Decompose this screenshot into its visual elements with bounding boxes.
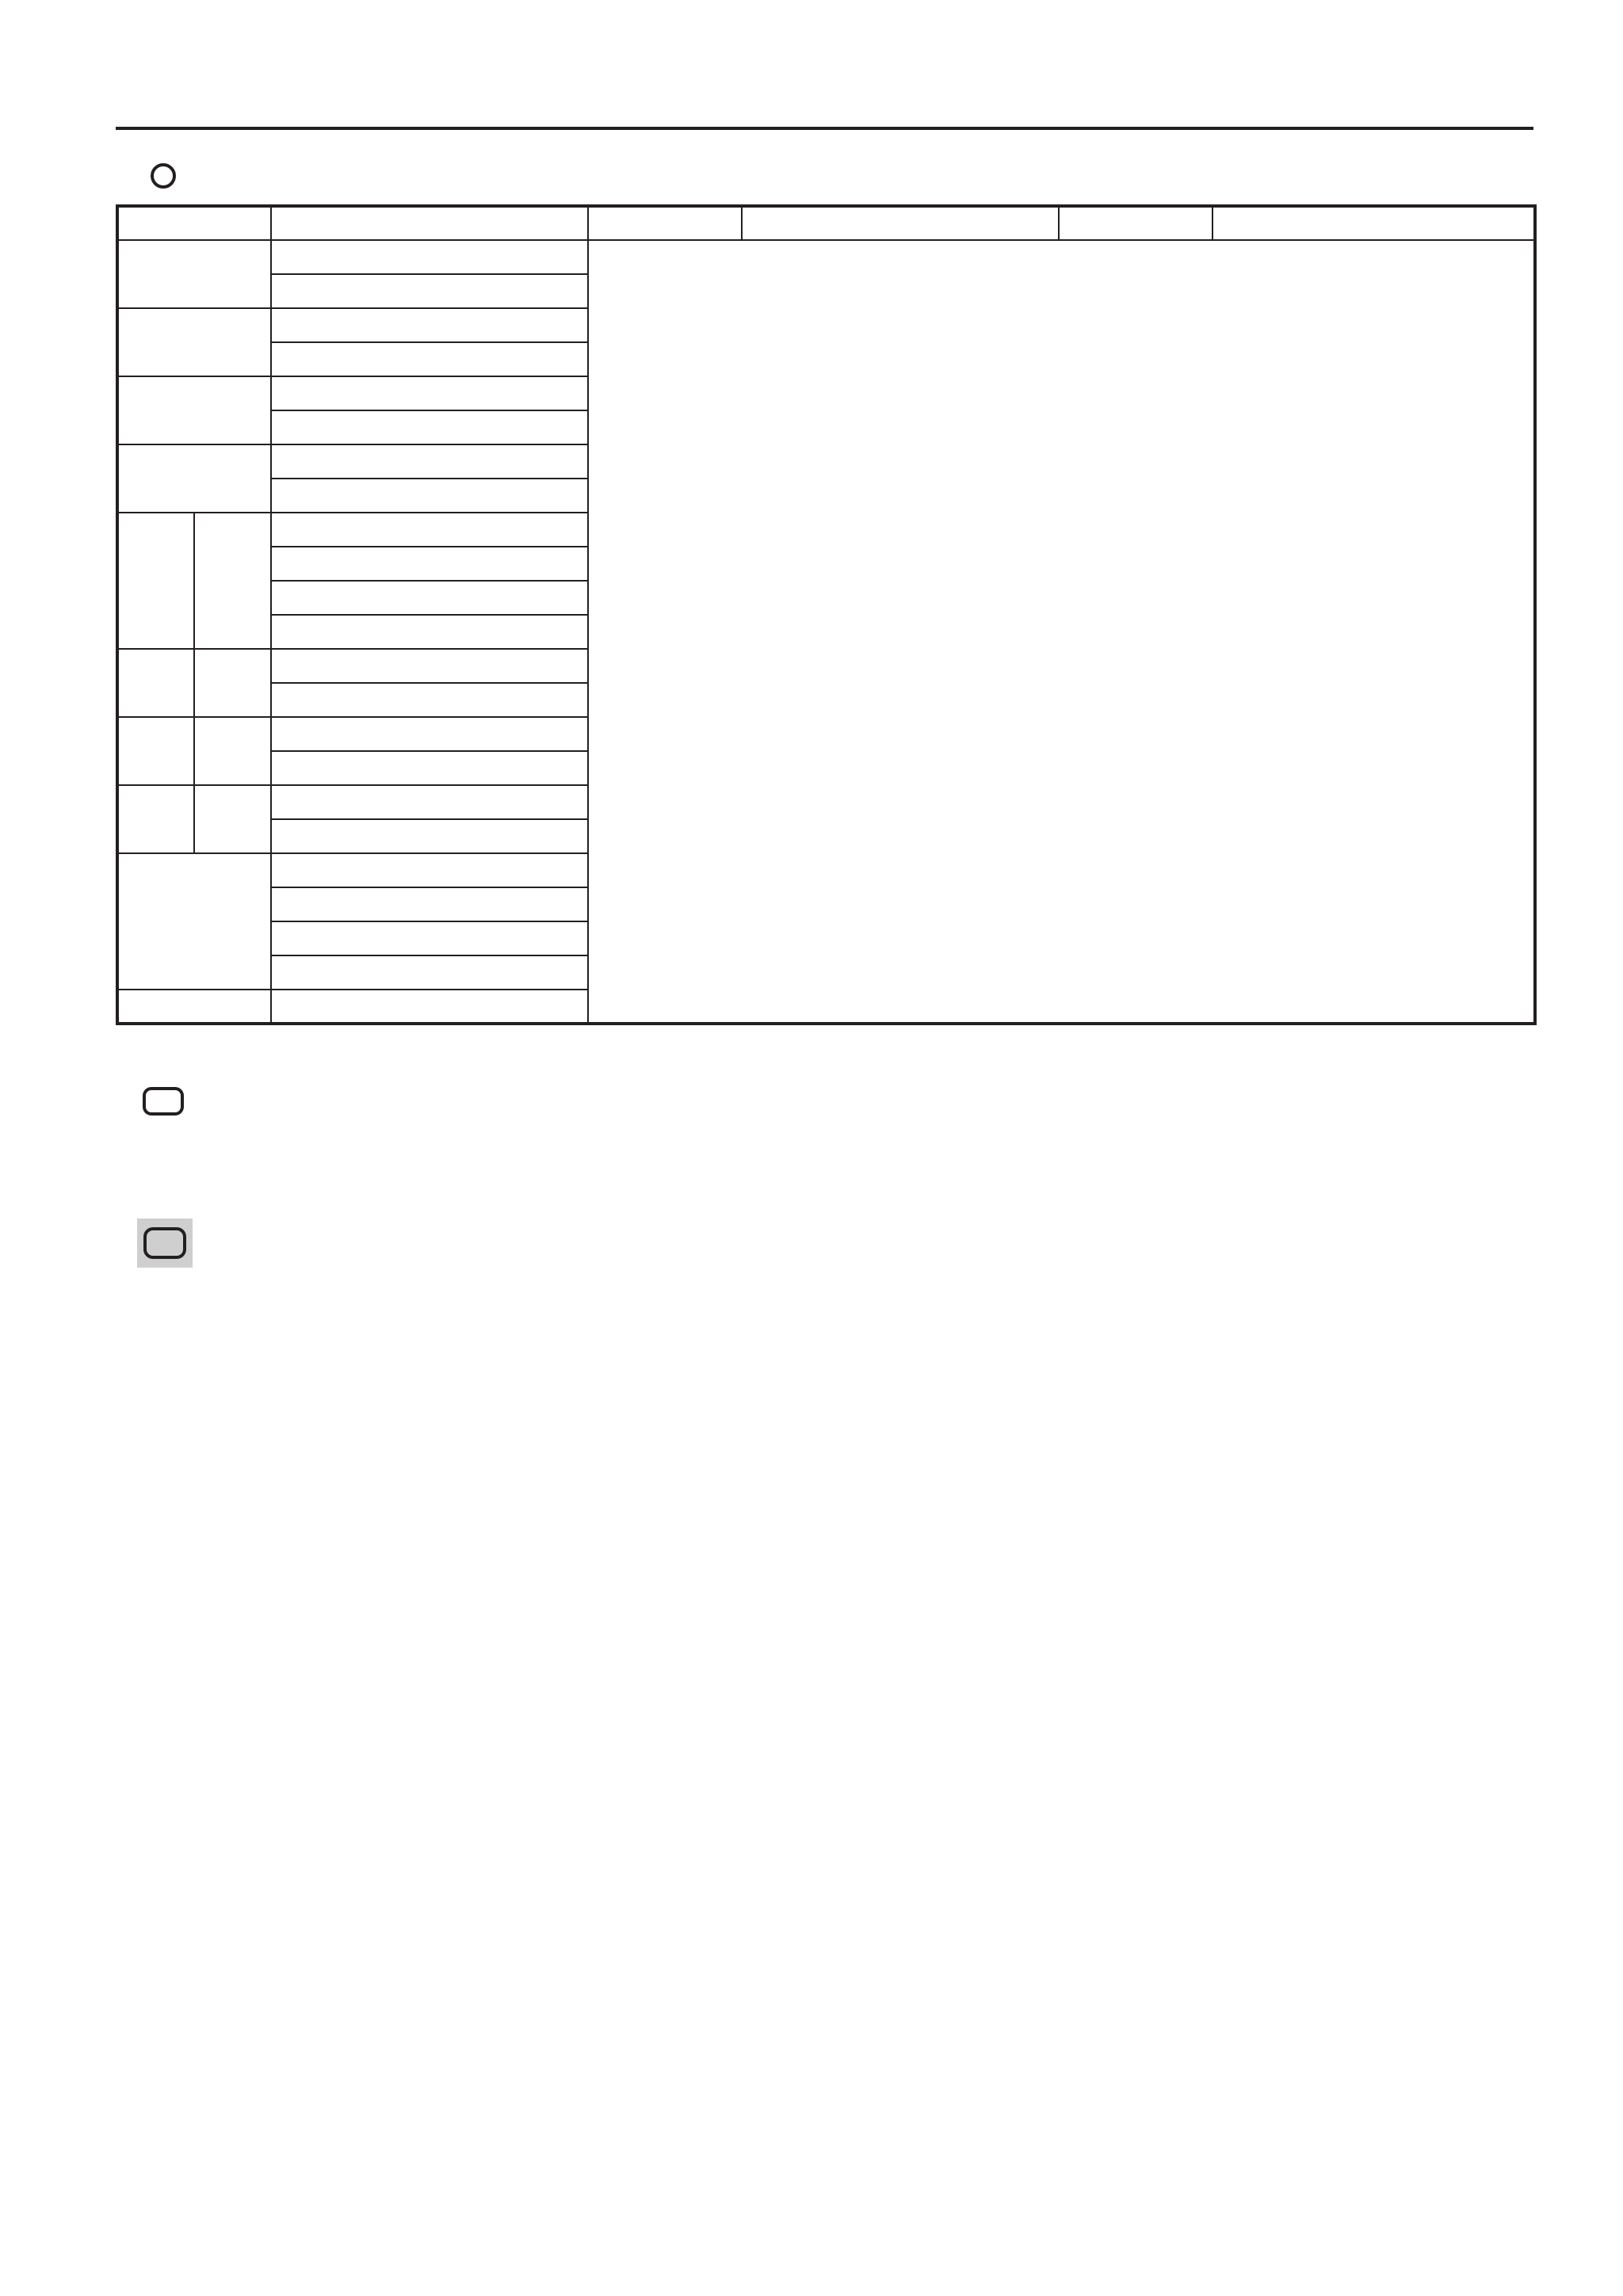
- column-header-see-page: [271, 206, 588, 240]
- column-header-code: [588, 206, 742, 240]
- see-page-cell: [271, 785, 588, 819]
- connector-code: [117, 308, 271, 376]
- see-page-cell: [271, 274, 588, 308]
- see-page-cell: [271, 615, 588, 649]
- table-row: [117, 683, 1535, 717]
- see-page-cell: [271, 581, 588, 615]
- table-row: [117, 240, 1535, 274]
- see-page-cell: [271, 513, 588, 547]
- see-page-cell: [271, 376, 588, 410]
- table-row: [117, 376, 1535, 410]
- circle-symbol-icon: [151, 163, 176, 189]
- see-page-cell: [271, 444, 588, 479]
- table-header-row: [117, 206, 1535, 240]
- connector-code: [117, 785, 194, 853]
- junction-block-heading: [137, 1219, 231, 1268]
- connector-code: [117, 717, 194, 785]
- column-header-see-page: [742, 206, 1059, 240]
- table-row: [117, 751, 1535, 785]
- connector-code: [117, 444, 271, 513]
- junction-block-symbol: [137, 1219, 193, 1268]
- junction-block-symbol-icon: [143, 1227, 186, 1259]
- table-row: [117, 308, 1535, 342]
- see-page-cell: [271, 717, 588, 751]
- connector-code: [117, 240, 271, 308]
- table-row: [117, 887, 1535, 921]
- table-row: [117, 479, 1535, 513]
- table-row: [117, 274, 1535, 308]
- column-header-code: [117, 206, 271, 240]
- see-page-cell: [271, 955, 588, 990]
- relay-block-symbol-icon: [143, 1087, 184, 1116]
- see-page-cell: [271, 410, 588, 444]
- table-row: [117, 990, 1535, 1024]
- see-page-cell: [271, 547, 588, 581]
- title-rule: [116, 127, 1533, 130]
- see-page-cell: [271, 819, 588, 853]
- table-row: [117, 921, 1535, 955]
- table-row: [117, 342, 1535, 376]
- connector-code: [117, 990, 271, 1024]
- table-row: [117, 819, 1535, 853]
- see-page-cell: [271, 649, 588, 683]
- see-page-cell: [271, 853, 588, 887]
- see-page-cell: [271, 479, 588, 513]
- connector-code: [117, 649, 194, 717]
- table-row: [117, 410, 1535, 444]
- connector-code: [117, 376, 271, 444]
- table-row: [117, 955, 1535, 990]
- table-row: [117, 444, 1535, 479]
- connector-letter: [194, 649, 271, 717]
- see-page-cell: [271, 308, 588, 342]
- table-row: [117, 513, 1535, 547]
- see-page-cell: [271, 921, 588, 955]
- see-page-cell: [271, 887, 588, 921]
- connector-letter: [194, 717, 271, 785]
- see-page-cell: [271, 342, 588, 376]
- see-page-cell: [271, 240, 588, 274]
- parts-location-heading: [151, 163, 220, 189]
- connector-letter: [194, 785, 271, 853]
- table-row: [117, 547, 1535, 581]
- table-row: [117, 581, 1535, 615]
- connector-code: [117, 853, 271, 990]
- table-row: [117, 649, 1535, 683]
- table-row: [117, 853, 1535, 887]
- connector-code: [117, 513, 194, 649]
- see-page-cell: [271, 751, 588, 785]
- see-page-cell: [271, 683, 588, 717]
- connector-letter: [194, 513, 271, 649]
- see-page-cell: [271, 990, 588, 1024]
- table-row: [117, 717, 1535, 751]
- relay-blocks-heading: [143, 1087, 227, 1116]
- table-row: [117, 615, 1535, 649]
- column-header-code: [1059, 206, 1212, 240]
- table-row: [117, 785, 1535, 819]
- column-header-see-page: [1212, 206, 1535, 240]
- parts-location-table: [116, 204, 1537, 1025]
